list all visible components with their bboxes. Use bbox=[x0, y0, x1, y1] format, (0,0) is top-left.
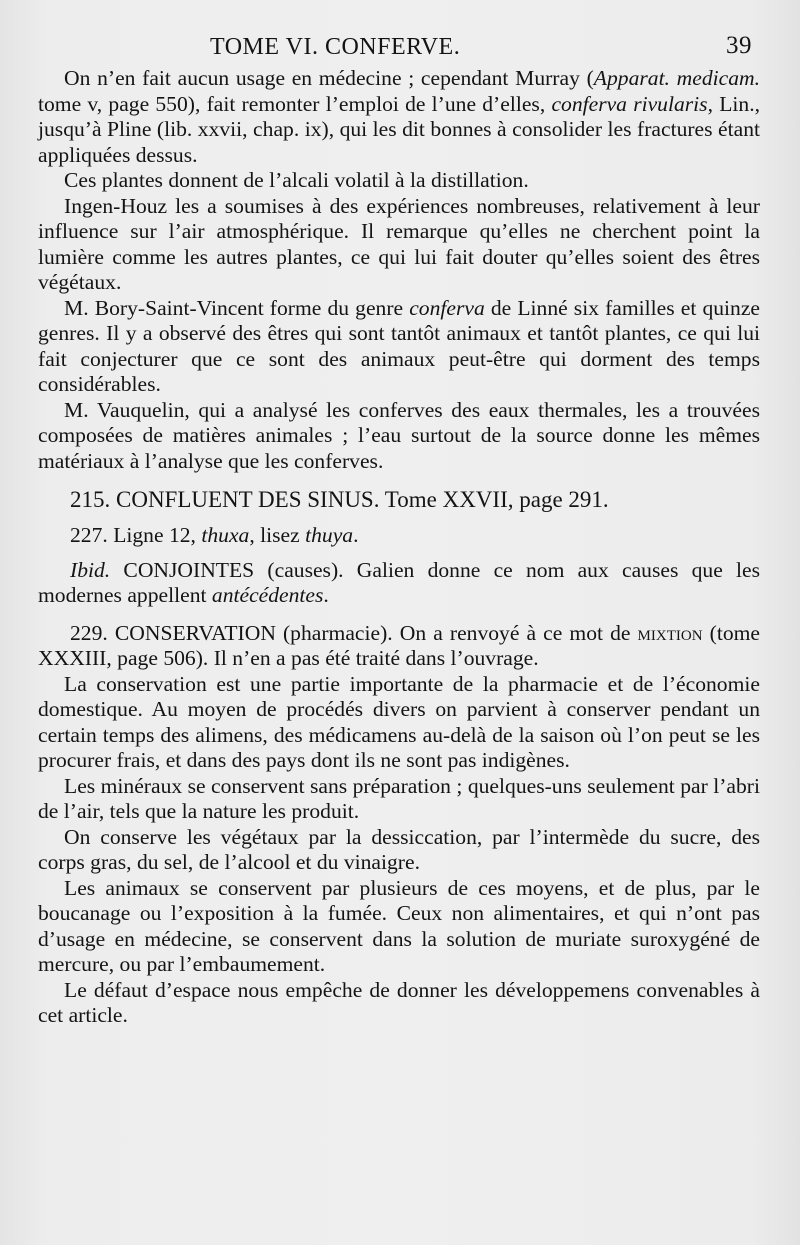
italic-ibid: Ibid. bbox=[70, 557, 111, 582]
text-run: , lisez bbox=[249, 523, 306, 547]
italic-species: conferva rivularis bbox=[551, 91, 708, 116]
running-header bbox=[38, 30, 760, 66]
entry-229-conservation bbox=[38, 621, 760, 672]
text-run: de Linné six familles et quinze genres. Il y a observé des êtres qui sont tantôt animaux et tantôt plantes, ce qui lui fait conjecturer que ce sont des animaux peut-être qui dorment des temps considérables. bbox=[38, 295, 760, 396]
text-run: (tome XXXIII, page 506). Il n’en a pas été traité dans l’ouvrage. bbox=[38, 620, 760, 670]
running-title: TOME VI. CONFERVE. bbox=[210, 34, 461, 60]
paragraph-murray bbox=[38, 66, 760, 168]
paragraph-bory bbox=[38, 296, 760, 398]
text-run: 229. CONSERVATION (pharmacie). On a renvoyé à ce mot de bbox=[70, 620, 638, 645]
page-number: 39 bbox=[726, 32, 752, 59]
paragraph-conclusion: Le défaut d’espace nous empêche de donner les développemens convenables à cet article. bbox=[38, 977, 760, 1027]
paragraph-mineraux: Les minéraux se conservent sans préparation ; quelques-uns seulement par l’abri de l’air, tels que la nature les produit. bbox=[38, 773, 760, 823]
italic-genus: conferva bbox=[409, 295, 485, 320]
paragraph-vauquelin: M. Vauquelin, qui a analysé les conferves des eaux thermales, les a trouvées composées de matières animales ; l’eau surtout de la source donne les mêmes matériaux à l’analyse que les conferves. bbox=[38, 397, 760, 473]
text-run: . bbox=[323, 583, 329, 607]
entry-227 bbox=[38, 523, 760, 549]
text-run: On n’en fait aucun usage en médecine ; cependant Murray ( bbox=[64, 66, 594, 90]
entry-ibid-conjointes bbox=[38, 558, 760, 609]
italic-word: antécédentes bbox=[211, 583, 324, 607]
entry-215: 215. CONFLUENT DES SINUS. Tome XXVII, page 291. bbox=[70, 487, 609, 512]
text-run: 227. Ligne 12, bbox=[70, 523, 202, 547]
text-run: M. Bory-Saint-Vincent forme du genre bbox=[64, 295, 410, 320]
italic-word: thuxa bbox=[201, 523, 250, 547]
italic-citation: Apparat. medicam. bbox=[593, 66, 761, 90]
paragraph-conservation-intro: La conservation est une partie importante de la pharmacie et de l’économie domestique. Au moyen de procédés divers on parvient à conserver pendant un certain temps des alimens, des médicamens au-delà de la saison où l’on peut se les procurer frais, et dans des pays dont ils ne sont pas indigènes. bbox=[38, 671, 760, 772]
page-body bbox=[38, 66, 760, 1029]
paragraph-alcali: Ces plantes donnent de l’alcali volatil à la distillation. bbox=[64, 168, 529, 192]
paragraph-animaux: Les animaux se conservent par plusieurs de ces moyens, et de plus, par le boucanage ou l’exposition à la fumée. Ceux non alimentaires, et qui n’ont pas d’usage en médecine, se conservent dans la solution de muriate suroxygéné de mercure, ou par l’embaumement. bbox=[38, 875, 760, 976]
text-run: . bbox=[353, 523, 359, 547]
small-caps-word: mixtion bbox=[637, 620, 703, 645]
paragraph-vegetaux: On conserve les végétaux par la dessiccation, par l’intermède du sucre, des corps gras, du sel, de l’alcool et du vinaigre. bbox=[38, 824, 760, 874]
text-run: , Lin., jusqu’à Pline (lib. xxvii, chap. ix), qui les dit bonnes à consolider les fractures étant appliquées dessus. bbox=[38, 91, 760, 167]
text-run: CONJOINTES (causes). Galien donne ce nom aux causes que les modernes appellent bbox=[38, 557, 760, 607]
paragraph-ingen-houz: Ingen-Houz les a soumises à des expériences nombreuses, relativement à leur influence sur l’air atmosphérique. Il remarque qu’elles ne cherchent point la lumière comme les autres plantes, ce qui lui fait douter qu’elles soient des êtres végétaux. bbox=[38, 193, 760, 294]
italic-word: thuya bbox=[305, 523, 354, 547]
text-run: tome v, page 550), fait remonter l’emploi de l’une d’elles, bbox=[38, 91, 552, 116]
